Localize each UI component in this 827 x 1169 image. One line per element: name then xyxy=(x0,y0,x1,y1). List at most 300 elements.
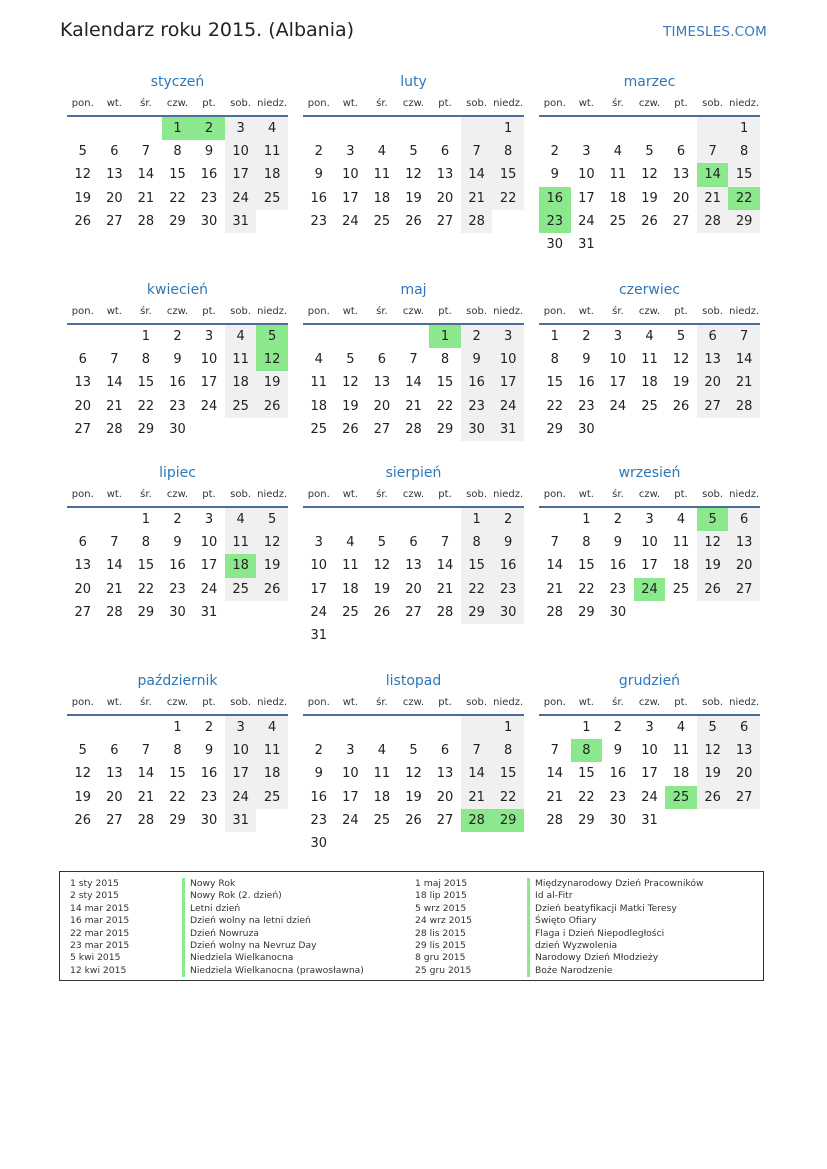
weekday-label: niedz. xyxy=(257,98,288,109)
empty-cell xyxy=(492,832,524,855)
month-5 xyxy=(539,280,760,441)
month-name: marzec xyxy=(623,74,676,90)
empty-cell xyxy=(492,624,524,647)
day-cell: 25 xyxy=(373,812,391,828)
empty-cell xyxy=(398,716,430,739)
day-cell: 12 xyxy=(373,558,391,574)
empty-cell xyxy=(602,233,634,256)
day-cell: 2 xyxy=(582,329,591,344)
legend-date: 28 lis 2015 xyxy=(415,927,466,939)
day-cell: 10 xyxy=(578,167,595,183)
legend-holiday-name: Dzień Nowruza xyxy=(182,928,259,940)
day-cell: 25 xyxy=(225,578,257,601)
empty-cell xyxy=(665,601,697,624)
weekday-label: niedz. xyxy=(729,98,760,109)
weekday-header xyxy=(303,487,524,508)
day-cell: 13 xyxy=(672,167,690,183)
empty-cell xyxy=(398,508,430,531)
legend-date: 5 kwi 2015 xyxy=(70,952,121,964)
day-cell: 12 xyxy=(74,167,92,183)
day-cell: 9 xyxy=(613,535,623,551)
legend-holiday-name: Dzień wolny na Nevruz Day xyxy=(182,940,317,952)
legend-item xyxy=(415,940,704,952)
day-cell: 25 xyxy=(225,395,257,418)
day-cell: 19 xyxy=(672,375,690,391)
week-row xyxy=(539,187,760,210)
holiday-legend xyxy=(59,871,764,981)
weekday-label: pt. xyxy=(202,98,216,109)
legend-item xyxy=(415,878,704,890)
weekday-label: niedz. xyxy=(257,306,288,317)
day-cell: 6 xyxy=(409,535,418,551)
weekday-header xyxy=(303,695,524,716)
weekday-header xyxy=(539,96,760,117)
day-cell: 12 xyxy=(256,531,288,554)
day-cell: 22 xyxy=(169,190,186,206)
week-row xyxy=(67,117,288,140)
day-cell: 7 xyxy=(550,743,559,759)
legend-item xyxy=(415,965,704,977)
day-cell: 7 xyxy=(110,352,119,368)
day-cell: 27 xyxy=(697,395,729,418)
day-cell: 5 xyxy=(377,535,387,551)
day-cell: 2 xyxy=(204,720,214,735)
day-cell: 19 xyxy=(405,190,422,206)
empty-cell xyxy=(697,809,729,832)
empty-cell xyxy=(634,117,666,140)
legend-date: 2 sty 2015 xyxy=(70,890,119,902)
day-cell: 11 xyxy=(225,348,257,371)
day-cell: 5 xyxy=(346,352,355,368)
day-cell: 3 xyxy=(645,512,654,527)
day-cell: 21 xyxy=(106,398,123,414)
day-cell: 17 xyxy=(578,190,595,206)
weekday-header xyxy=(539,695,760,716)
legend-holiday-name: Narodowy Dzień Młodzieży xyxy=(527,952,658,964)
day-cell: 29 xyxy=(461,601,493,624)
day-cell: 30 xyxy=(609,604,627,620)
weekday-label: pon. xyxy=(307,697,330,708)
day-cell: 28 xyxy=(436,604,454,620)
weekday-header xyxy=(67,96,288,117)
day-cell: 27 xyxy=(373,421,391,437)
day-cell: 18 xyxy=(225,371,257,394)
day-cell: 18 xyxy=(256,762,288,785)
day-cell: 8 xyxy=(461,531,493,554)
day-cell: 5 xyxy=(409,743,418,759)
empty-cell xyxy=(335,832,367,855)
day-cell: 20 xyxy=(74,398,92,414)
weekday-label: pt. xyxy=(674,306,688,317)
day-cell: 16 xyxy=(609,558,627,574)
day-cell: 13 xyxy=(405,558,422,574)
day-cell: 15 xyxy=(578,766,595,782)
weekday-label: pon. xyxy=(71,489,94,500)
day-cell: 7 xyxy=(141,743,151,759)
legend-item xyxy=(415,928,704,940)
empty-cell xyxy=(728,418,760,441)
day-cell: 14 xyxy=(461,163,493,186)
empty-cell xyxy=(335,117,367,140)
day-cell: 13 xyxy=(436,167,454,183)
empty-cell xyxy=(398,325,430,348)
empty-cell xyxy=(429,624,461,647)
weekday-header xyxy=(539,487,760,508)
day-cell: 1 xyxy=(728,117,760,140)
day-cell: 14 xyxy=(546,558,564,574)
week-row xyxy=(303,624,524,647)
day-cell: 25 xyxy=(342,604,359,620)
legend-item xyxy=(70,928,364,940)
weekday-label: pt. xyxy=(438,306,452,317)
week-row xyxy=(303,832,524,855)
day-cell: 23 xyxy=(169,581,186,597)
week-row xyxy=(67,508,288,531)
empty-cell xyxy=(303,508,335,531)
weekday-label: śr. xyxy=(612,98,624,109)
empty-cell xyxy=(225,601,257,624)
day-cell: 12 xyxy=(697,531,729,554)
day-cell: 18 xyxy=(373,789,391,805)
day-cell: 31 xyxy=(492,418,524,441)
empty-cell xyxy=(303,325,335,348)
day-cell: 10 xyxy=(492,348,524,371)
weekday-label: wt. xyxy=(342,489,358,500)
legend-date: 12 kwi 2015 xyxy=(70,964,127,976)
day-cell: 11 xyxy=(609,167,627,183)
day-cell: 2 xyxy=(173,329,182,344)
weekday-label: czw. xyxy=(638,489,661,500)
month-days xyxy=(539,716,760,832)
day-cell: 7 xyxy=(141,144,151,160)
weekday-label: czw. xyxy=(402,489,425,500)
weekday-label: sob. xyxy=(702,306,724,317)
day-cell: 24 xyxy=(310,604,328,620)
day-cell: 29 xyxy=(728,210,760,233)
weekday-label: czw. xyxy=(402,697,425,708)
day-cell: 10 xyxy=(310,558,328,574)
legend-item xyxy=(70,878,364,890)
weekday-label: sob. xyxy=(466,98,488,109)
day-cell: 21 xyxy=(546,581,564,597)
empty-cell xyxy=(571,117,603,140)
day-cell: 23 xyxy=(461,395,493,418)
empty-cell xyxy=(665,233,697,256)
legend-date: 25 gru 2015 xyxy=(415,964,472,976)
day-cell: 18 xyxy=(310,398,328,414)
week-row xyxy=(303,163,524,186)
day-cell: 28 xyxy=(546,812,564,828)
weekday-label: pon. xyxy=(543,489,566,500)
day-cell: 17 xyxy=(200,375,218,391)
weekday-label: pt. xyxy=(202,306,216,317)
legend-column-right xyxy=(415,878,704,977)
day-cell: 2 xyxy=(314,743,323,759)
day-cell: 26 xyxy=(256,578,288,601)
legend-holiday-name: Letni dzień xyxy=(182,903,240,915)
day-cell: 5 xyxy=(256,325,288,348)
weekday-label: sob. xyxy=(230,306,252,317)
empty-cell xyxy=(634,418,666,441)
day-cell: 6 xyxy=(78,535,87,551)
day-cell: 23 xyxy=(310,812,328,828)
day-cell: 3 xyxy=(582,144,591,160)
week-row xyxy=(303,739,524,762)
day-cell: 25 xyxy=(672,581,690,597)
weekday-label: pt. xyxy=(202,489,216,500)
day-cell: 3 xyxy=(492,325,524,348)
weekday-label: śr. xyxy=(612,489,624,500)
day-cell: 14 xyxy=(106,558,123,574)
week-row xyxy=(303,531,524,554)
day-cell: 10 xyxy=(641,535,658,551)
legend-holiday-name: Święto Ofiary xyxy=(527,915,597,927)
day-cell: 7 xyxy=(461,739,493,762)
week-row xyxy=(303,371,524,394)
day-cell: 15 xyxy=(492,163,524,186)
empty-cell xyxy=(335,325,367,348)
day-cell: 14 xyxy=(546,766,564,782)
empty-cell xyxy=(539,117,571,140)
weekday-label: śr. xyxy=(376,306,388,317)
week-row xyxy=(67,140,288,163)
legend-holiday-name: Niedziela Wielkanocna xyxy=(182,952,293,964)
day-cell: 13 xyxy=(106,766,123,782)
week-row xyxy=(303,762,524,785)
weekday-label: czw. xyxy=(166,489,189,500)
day-cell: 30 xyxy=(169,604,186,620)
week-row xyxy=(67,578,288,601)
day-cell: 19 xyxy=(697,554,729,577)
day-cell: 8 xyxy=(728,140,760,163)
week-row xyxy=(539,716,760,739)
empty-cell xyxy=(256,601,288,624)
day-cell: 13 xyxy=(697,348,729,371)
day-cell: 22 xyxy=(578,581,595,597)
weekday-label: sob. xyxy=(466,306,488,317)
day-cell: 10 xyxy=(342,167,359,183)
empty-cell xyxy=(429,716,461,739)
day-cell: 22 xyxy=(137,581,155,597)
day-cell: 30 xyxy=(200,812,218,828)
empty-cell xyxy=(335,508,367,531)
week-row xyxy=(303,809,524,832)
month-days xyxy=(67,716,288,832)
day-cell: 7 xyxy=(110,535,119,551)
month-4 xyxy=(303,280,524,441)
day-cell: 6 xyxy=(377,352,387,368)
day-cell: 18 xyxy=(225,554,257,577)
week-row xyxy=(67,187,288,210)
day-cell: 9 xyxy=(550,167,559,183)
weekday-label: wt. xyxy=(106,306,122,317)
empty-cell xyxy=(303,117,335,140)
week-row xyxy=(67,395,288,418)
month-days xyxy=(303,716,524,855)
weekday-label: niedz. xyxy=(493,489,524,500)
day-cell: 18 xyxy=(609,190,627,206)
empty-cell xyxy=(429,508,461,531)
day-cell: 28 xyxy=(697,210,729,233)
day-cell: 20 xyxy=(697,371,729,394)
month-8 xyxy=(539,463,760,624)
day-cell: 23 xyxy=(492,578,524,601)
empty-cell xyxy=(256,809,288,832)
day-cell: 19 xyxy=(74,190,92,206)
legend-item xyxy=(415,890,704,902)
day-cell: 1 xyxy=(461,508,493,531)
weekday-label: wt. xyxy=(578,697,594,708)
day-cell: 13 xyxy=(373,375,391,391)
day-cell: 15 xyxy=(728,163,760,186)
week-row xyxy=(539,371,760,394)
day-cell: 17 xyxy=(342,190,359,206)
month-9 xyxy=(67,671,288,832)
empty-cell xyxy=(728,233,760,256)
weekday-label: sob. xyxy=(702,697,724,708)
day-cell: 22 xyxy=(728,187,760,210)
empty-cell xyxy=(193,418,225,441)
day-cell: 16 xyxy=(609,766,627,782)
day-cell: 8 xyxy=(571,739,603,762)
day-cell: 10 xyxy=(641,743,658,759)
week-row xyxy=(303,716,524,739)
weekday-label: niedz. xyxy=(257,697,288,708)
day-cell: 20 xyxy=(728,762,760,785)
day-cell: 2 xyxy=(492,508,524,531)
empty-cell xyxy=(461,832,493,855)
weekday-label: wt. xyxy=(342,697,358,708)
day-cell: 2 xyxy=(173,512,182,527)
day-cell: 6 xyxy=(728,716,760,739)
week-row xyxy=(67,325,288,348)
weekday-label: wt. xyxy=(106,697,122,708)
week-row xyxy=(303,418,524,441)
month-name: sierpień xyxy=(385,465,442,481)
day-cell: 11 xyxy=(225,531,257,554)
weekday-label: pt. xyxy=(674,697,688,708)
weekday-label: śr. xyxy=(140,489,152,500)
weekday-label: niedz. xyxy=(729,489,760,500)
week-row xyxy=(539,325,760,348)
day-cell: 20 xyxy=(373,398,391,414)
weekday-label: pt. xyxy=(438,489,452,500)
week-row xyxy=(539,786,760,809)
day-cell: 24 xyxy=(225,786,257,809)
brand-logo[interactable]: TIMESLES.COM xyxy=(663,24,767,40)
legend-holiday-name: Nowy Rok (2. dzień) xyxy=(182,890,282,902)
empty-cell xyxy=(256,418,288,441)
empty-cell xyxy=(665,809,697,832)
weekday-label: czw. xyxy=(638,98,661,109)
weekday-label: pon. xyxy=(307,98,330,109)
day-cell: 21 xyxy=(405,398,422,414)
day-cell: 28 xyxy=(461,809,493,832)
empty-cell xyxy=(697,117,729,140)
day-cell: 26 xyxy=(697,578,729,601)
day-cell: 9 xyxy=(204,743,214,759)
legend-holiday-name: Niedziela Wielkanocna (prawosławna) xyxy=(182,965,364,977)
week-row xyxy=(539,210,760,233)
day-cell: 31 xyxy=(225,809,257,832)
day-cell: 25 xyxy=(641,398,658,414)
day-cell: 8 xyxy=(550,352,559,368)
month-name: październik xyxy=(137,673,218,689)
day-cell: 28 xyxy=(546,604,564,620)
weekday-label: sob. xyxy=(230,489,252,500)
week-row xyxy=(303,210,524,233)
day-cell: 8 xyxy=(141,352,151,368)
empty-cell xyxy=(366,624,398,647)
day-cell: 16 xyxy=(169,558,186,574)
day-cell: 2 xyxy=(461,325,493,348)
empty-cell xyxy=(665,418,697,441)
day-cell: 4 xyxy=(645,329,654,344)
day-cell: 22 xyxy=(137,398,155,414)
weekday-label: pon. xyxy=(543,98,566,109)
day-cell: 24 xyxy=(200,581,218,597)
month-days xyxy=(303,508,524,647)
legend-holiday-name: dzień Wyzwolenia xyxy=(527,940,617,952)
day-cell: 22 xyxy=(492,187,524,210)
day-cell: 5 xyxy=(256,508,288,531)
day-cell: 13 xyxy=(74,375,92,391)
empty-cell xyxy=(634,233,666,256)
legend-date: 29 lis 2015 xyxy=(415,939,466,951)
day-cell: 26 xyxy=(256,395,288,418)
weekday-label: sob. xyxy=(702,489,724,500)
day-cell: 24 xyxy=(641,789,658,805)
empty-cell xyxy=(461,624,493,647)
day-cell: 7 xyxy=(440,535,450,551)
month-days xyxy=(67,325,288,441)
day-cell: 14 xyxy=(137,167,155,183)
empty-cell xyxy=(539,716,571,739)
day-cell: 31 xyxy=(641,812,658,828)
day-cell: 1 xyxy=(492,117,524,140)
weekday-header xyxy=(67,304,288,325)
week-row xyxy=(67,210,288,233)
day-cell: 10 xyxy=(225,739,257,762)
day-cell: 8 xyxy=(492,140,524,163)
day-cell: 1 xyxy=(550,329,559,344)
week-row xyxy=(303,140,524,163)
week-row xyxy=(539,554,760,577)
month-name: czerwiec xyxy=(618,282,681,298)
week-row xyxy=(67,371,288,394)
day-cell: 31 xyxy=(225,210,257,233)
day-cell: 13 xyxy=(436,766,454,782)
day-cell: 10 xyxy=(225,140,257,163)
day-cell: 2 xyxy=(314,144,323,160)
month-3 xyxy=(67,280,288,441)
weekday-label: czw. xyxy=(166,98,189,109)
day-cell: 26 xyxy=(74,213,92,229)
day-cell: 26 xyxy=(405,812,422,828)
day-cell: 20 xyxy=(436,190,454,206)
day-cell: 27 xyxy=(106,812,123,828)
day-cell: 24 xyxy=(492,395,524,418)
day-cell: 29 xyxy=(546,421,564,437)
day-cell: 1 xyxy=(173,720,182,735)
weekday-label: pon. xyxy=(543,697,566,708)
day-cell: 4 xyxy=(377,144,387,160)
weekday-label: niedz. xyxy=(493,98,524,109)
weekday-header xyxy=(67,487,288,508)
day-cell: 21 xyxy=(461,786,493,809)
month-days xyxy=(303,325,524,441)
day-cell: 25 xyxy=(256,187,288,210)
